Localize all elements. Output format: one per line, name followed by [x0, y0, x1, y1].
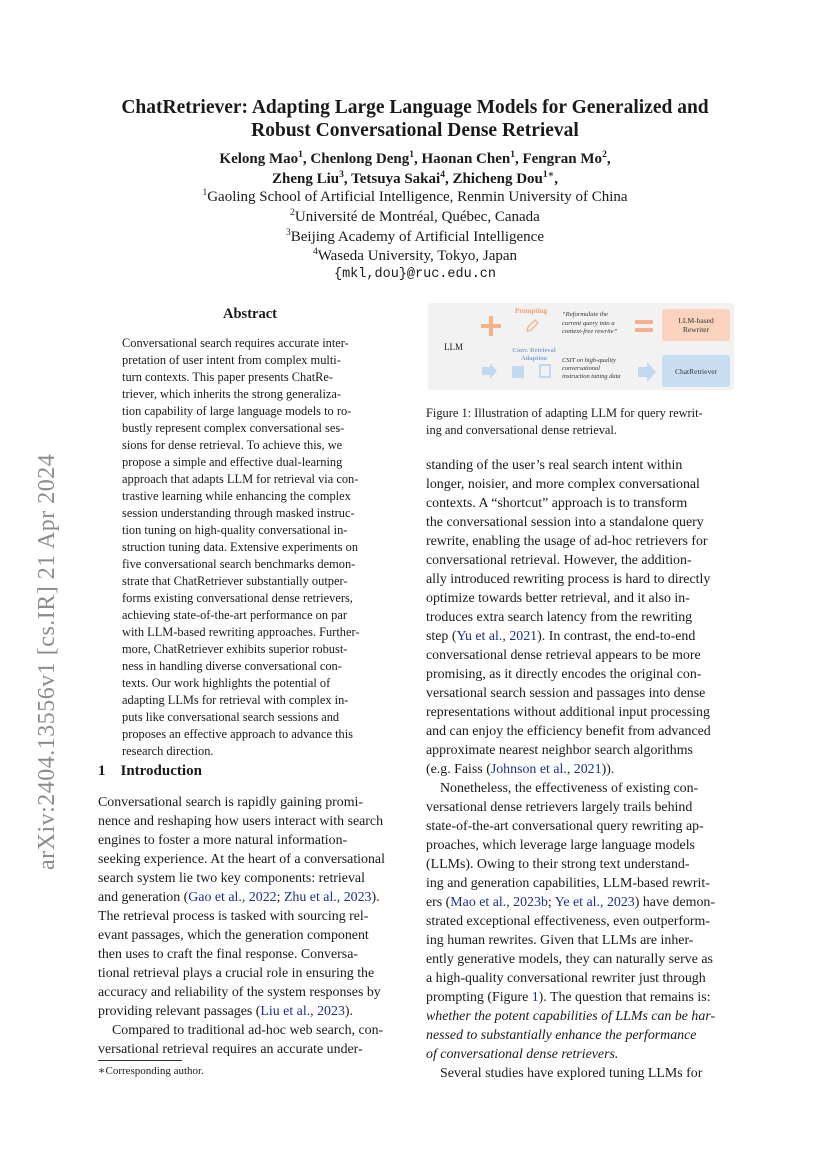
paper-title-line-2: Robust Conversational Dense Retrieval	[251, 120, 579, 141]
body-text-line: accuracy and reliability of the system responses by	[98, 985, 381, 1000]
body-text-line: engines to foster a more natural information-	[98, 833, 348, 848]
body-text-line: The retrieval process is tasked with sourcing rel-	[98, 909, 369, 924]
prompting-label: Prompting	[514, 307, 548, 315]
abstract-line: forms existing conversational dense retrievers,	[122, 591, 353, 605]
figure-1-caption-line-2: ing and conversational dense retrieval.	[426, 423, 617, 437]
abstract-line: pretation of user intent from complex multi-	[122, 353, 341, 367]
adaption-arrows-icon	[480, 361, 562, 383]
abstract-line: approach that adapts LLM for retrieval via con-	[122, 472, 359, 486]
body-text-line: nence and reshaping how users interact with search	[98, 814, 384, 829]
body-text-line: ently generative models, they can naturally serve as	[426, 952, 713, 967]
author-name: Fengran Mo	[522, 151, 603, 167]
body-text-line: promising, as it directly encodes the original con-	[426, 667, 702, 682]
affiliation-1: $^1$Gaoling School of Artificial Intelligence, Renmin University of China	[202, 188, 628, 205]
author-affiliation-marker: 4	[440, 170, 445, 180]
citation-link[interactable]: Liu et al., 2023	[260, 1004, 345, 1019]
body-text-line: ally introduced rewriting process is hard to directly	[426, 572, 711, 587]
abstract-line: trastive learning while enhancing the complex	[122, 489, 351, 503]
body-text-line: versational retrieval requires an accurate under-	[98, 1042, 363, 1057]
body-text-line: ing and generation capabilities, LLM-based rewrit-	[426, 876, 710, 891]
author-affiliation-marker: 1	[298, 150, 303, 160]
body-text-line: Conversational search is rapidly gaining promi-	[98, 795, 364, 810]
llm-block: LLM	[444, 342, 463, 352]
abstract-line: proposes an effective approach to advance this	[122, 727, 353, 741]
body-text-line: ers (Mao et al., 2023b; Ye et al., 2023) have demon-	[426, 895, 715, 910]
abstract-line: Conversational search requires accurate inter-	[122, 336, 349, 350]
abstract-line: struction tuning data. Extensive experiments on	[122, 540, 359, 554]
body-text-line: a high-quality conversational rewriter just through	[426, 971, 706, 986]
body-text-line: whether the potent capabilities of LLMs can be har-	[426, 1009, 716, 1024]
body-text-line: evant passages, which the generation component	[98, 928, 369, 943]
author-name: Zhicheng Dou	[452, 171, 543, 187]
abstract-line: strate that ChatRetriever substantially outper-	[122, 574, 348, 588]
rewrite-prompt-quote: “Reformulate the current query into a context-free rewrite”	[562, 311, 618, 335]
body-text-line: of conversational dense retrievers.	[426, 1047, 619, 1062]
body-text-line: approximate nearest neighbor search algorithms	[426, 743, 693, 758]
author-list-row-1: Kelong Mao$^1$, Chenlong Deng$^1$, Haonan Chen$^1$, Fengran Mo$^2$,	[219, 150, 611, 167]
section-heading-introduction	[98, 763, 202, 780]
body-text-line: ing human rewrites. Given that LLMs are inher-	[426, 933, 694, 948]
body-text-line: longer, noisier, and more complex conversational	[426, 477, 700, 492]
pencil-icon	[524, 318, 540, 334]
body-text-line: optimize towards better retrieval, and it also in-	[426, 591, 690, 606]
figure-1-caption-line-1: Figure 1: Illustration of adapting LLM for query rewrit-	[426, 406, 703, 420]
body-text-line: troduces extra search latency from the rewriting	[426, 610, 693, 625]
body-text-line: Compared to traditional ad-hoc web search, con-	[112, 1023, 384, 1038]
citation-link[interactable]: 1	[531, 990, 539, 1005]
author-name: Kelong Mao	[219, 151, 299, 167]
body-text-line: rewrite, enabling the usage of ad-hoc retrievers for	[426, 534, 708, 549]
body-text-line: Several studies have explored tuning LLMs for	[440, 1066, 703, 1081]
citation-link[interactable]: Zhu et al., 2023	[283, 890, 372, 905]
affiliation-2: $^2$Université de Montréal, Québec, Canada	[290, 208, 540, 225]
abstract-heading: Abstract	[223, 306, 277, 322]
body-text-line: versational search session and passages into dense	[426, 686, 706, 701]
conv-retrieval-adaption-label: Conv. Retrieval Adaption	[512, 347, 556, 362]
body-text-line: conversational retrieval. However, the addition-	[426, 553, 692, 568]
body-text-line: nessed to substantially enhance the performance	[426, 1028, 697, 1043]
body-text-line: versational dense retrievers largely trails behind	[426, 800, 693, 815]
author-affiliation-marker: 1∗	[542, 170, 555, 180]
equals-icon	[634, 317, 654, 335]
abstract-line: tion capability of large language models to ro-	[122, 404, 352, 418]
author-affiliation-marker: 3	[339, 170, 344, 180]
body-text-line: contexts. A “shortcut” approach is to transform	[426, 496, 688, 511]
body-text-line: providing relevant passages (Liu et al., 2023).	[98, 1004, 353, 1019]
abstract-line: more, ChatRetriever exhibits superior robust-	[122, 642, 348, 656]
body-text-line: conversational dense retrieval appears to be more	[426, 648, 701, 663]
author-name: Zheng Liu	[272, 171, 340, 187]
citation-link[interactable]: Mao et al., 2023b	[450, 895, 548, 910]
author-affiliation-marker: 1	[409, 150, 414, 160]
author-list-row-2: Zheng Liu$^3$, Tetsuya Sakai$^4$, Zhicheng Dou$^{1∗}$,	[272, 170, 558, 187]
body-text-line: strated exceptional effectiveness, even outperform-	[426, 914, 710, 929]
figure-1	[428, 303, 734, 390]
abstract-line: bustly represent complex conversational ses-	[122, 421, 345, 435]
arxiv-identifier-stamp	[10, 372, 70, 872]
llm-based-rewriter-block: LLM-based Rewriter	[662, 309, 730, 341]
body-text-line: prompting (Figure 1). The question that remains is:	[426, 990, 711, 1005]
body-text-line: representations without additional input processing	[426, 705, 710, 720]
abstract-line: ness in handling diverse conversational con-	[122, 659, 342, 673]
abstract-line: sions for dense retrieval. To achieve this, we	[122, 438, 343, 452]
citation-link[interactable]: Johnson et al., 2021	[490, 762, 602, 777]
body-text-line: (e.g. Faiss (Johnson et al., 2021)).	[426, 762, 615, 777]
body-text-line: (LLMs). Owing to their strong text understand-	[426, 857, 690, 872]
citation-link[interactable]: Ye et al., 2023	[554, 895, 635, 910]
affiliation-3: $^3$Beijing Academy of Artificial Intelligence	[286, 228, 544, 245]
section-number: 1	[98, 763, 106, 779]
plus-icon	[480, 315, 502, 337]
body-text-line: standing of the user’s real search intent within	[426, 458, 683, 473]
abstract-line: adapting LLMs for retrieval with complex in-	[122, 693, 349, 707]
csit-description: CSIT on high-quality conversational instruction tuning data	[562, 357, 621, 380]
abstract-line: propose a simple and effective dual-learning	[122, 455, 343, 469]
abstract-line: session understanding through masked instruc-	[122, 506, 355, 520]
body-text-line: tional retrieval plays a crucial role in ensuring the	[98, 966, 375, 981]
abstract-line: five conversational search benchmarks demon-	[122, 557, 356, 571]
author-name: Tetsuya Sakai	[351, 171, 441, 187]
abstract-line: achieving state-of-the-art performance on par	[122, 608, 347, 622]
author-affiliation-marker: 2	[602, 150, 607, 160]
body-text-line: proaches, which leverage large language models	[426, 838, 695, 853]
arrow-right-icon	[636, 361, 658, 383]
abstract-line: tion tuning on high-quality conversational in-	[122, 523, 348, 537]
paper-title-line-1: ChatRetriever: Adapting Large Language Models for Generalized and	[121, 97, 709, 118]
body-text-line: seeking experience. At the heart of a conversational	[98, 852, 385, 867]
abstract-line: triever, which inherits the strong generaliza-	[122, 387, 342, 401]
author-name: Haonan Chen	[421, 151, 511, 167]
body-text-line: the conversational session into a standalone query	[426, 515, 704, 530]
author-affiliation-marker: 1	[510, 150, 515, 160]
abstract-line: texts. Our work highlights the potential of	[122, 676, 331, 690]
body-text-line: step (Yu et al., 2021). In contrast, the end-to-end	[426, 629, 696, 644]
arxiv-identifier-text: arXiv:2404.13556v1 [cs.IR] 21 Apr 2024	[34, 453, 60, 870]
abstract-line: turn contexts. This paper presents ChatRe-	[122, 370, 334, 384]
citation-link[interactable]: Gao et al., 2022	[188, 890, 277, 905]
author-email: {mkl,dou}@ruc.edu.cn	[333, 267, 497, 282]
author-name: Chenlong Deng	[310, 151, 410, 167]
abstract-line: puts like conversational search sessions and	[122, 710, 340, 724]
abstract-line: with LLM-based rewriting approaches. Further-	[122, 625, 360, 639]
footnote-corresponding-author: ∗Corresponding author.	[98, 1065, 204, 1077]
body-text-line: and generation (Gao et al., 2022; Zhu et al., 2023).	[98, 890, 380, 905]
section-title: Introduction	[120, 763, 202, 779]
body-text-line: state-of-the-art conversational query rewriting ap-	[426, 819, 704, 834]
chatretriever-block: ChatRetriever	[662, 355, 730, 387]
body-text-line: search system lie two key components: retrieval	[98, 871, 365, 886]
body-text-line: then uses to craft the final response. Conversa-	[98, 947, 358, 962]
body-text-line: and can enjoy the efficiency benefit from advanced	[426, 724, 711, 739]
footnote-rule	[98, 1060, 182, 1061]
affiliation-4: $^4$Waseda University, Tokyo, Japan	[312, 247, 518, 264]
body-text-line: Nonetheless, the effectiveness of existing con-	[440, 781, 699, 796]
citation-link[interactable]: Yu et al., 2021	[456, 629, 538, 644]
abstract-line: research direction.	[122, 744, 214, 758]
